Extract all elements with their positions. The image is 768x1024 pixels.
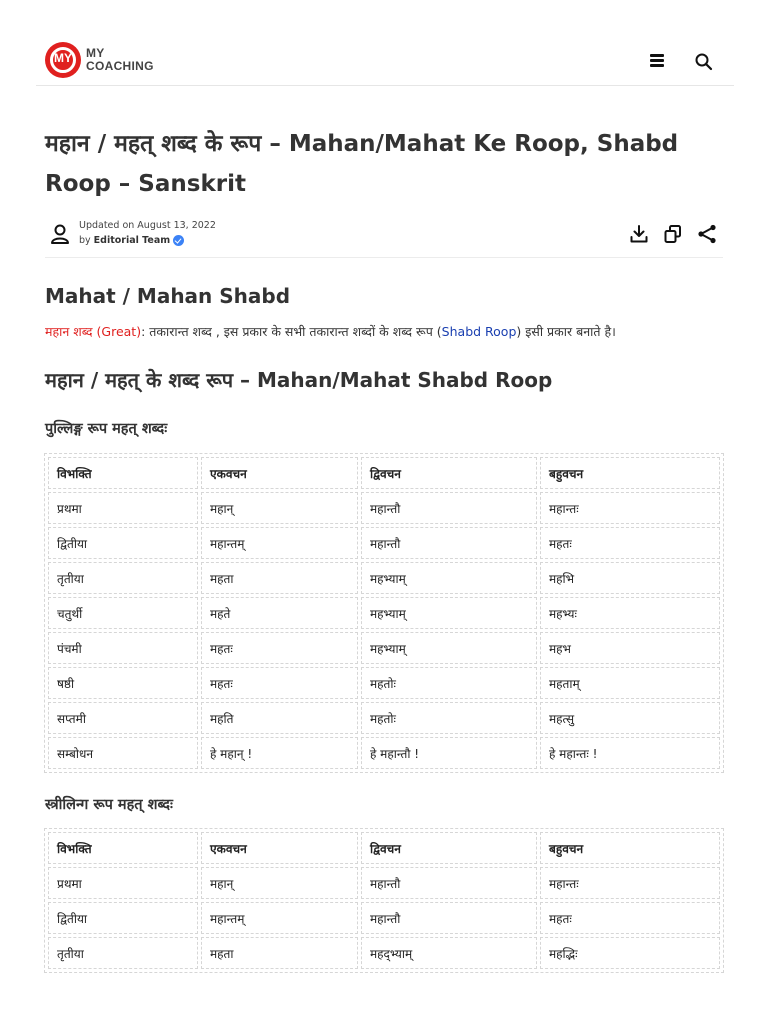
column-header: एकवचन xyxy=(201,457,358,489)
table-cell: महभ्याम् xyxy=(361,632,537,664)
table-cell: महान् xyxy=(201,867,358,899)
table-cell: महतः xyxy=(201,632,358,664)
table-cell: तृतीया xyxy=(48,937,198,969)
table-cell: महतः xyxy=(540,902,720,934)
table-cell: महान् xyxy=(201,492,358,524)
table-cell: महान्तौ xyxy=(361,492,537,524)
table-header-row xyxy=(48,832,720,864)
table-cell: महान्तः xyxy=(540,492,720,524)
table-cell: महता xyxy=(201,937,358,969)
table-cell: महभ्याम् xyxy=(361,562,537,594)
logo-mark: MY xyxy=(45,42,81,78)
table-row xyxy=(48,562,720,594)
table-cell: महताम् xyxy=(540,667,720,699)
table-row xyxy=(48,867,720,899)
table-cell: प्रथमा xyxy=(48,867,198,899)
table-cell: महान्तौ xyxy=(361,867,537,899)
table-cell: महतोः xyxy=(361,702,537,734)
verified-icon xyxy=(173,235,184,246)
table-header-row xyxy=(48,457,720,489)
column-header: बहुवचन xyxy=(540,832,720,864)
user-icon xyxy=(49,223,71,245)
author-link[interactable]: Editorial Team xyxy=(93,235,171,246)
table-cell: तृतीया xyxy=(48,562,198,594)
table-cell: महद्भिः xyxy=(540,937,720,969)
byline: by Editorial Team xyxy=(79,235,184,246)
table-cell: महतः xyxy=(201,667,358,699)
table-cell: षष्ठी xyxy=(48,667,198,699)
table-cell: प्रथमा xyxy=(48,492,198,524)
table-cell: महतोः xyxy=(361,667,537,699)
table-cell: महति xyxy=(201,702,358,734)
table-cell: द्वितीया xyxy=(48,902,198,934)
table-cell: हे महान् ! xyxy=(201,737,358,769)
table-cell: महान्तः xyxy=(540,867,720,899)
page-title: महान / महत् शब्द के रूप – Mahan/Mahat Ke Roop, Shabd Roop – Sanskrit xyxy=(45,131,679,197)
table-cell: पंचमी xyxy=(48,632,198,664)
column-header: विभक्ति xyxy=(48,832,198,864)
site-header xyxy=(36,36,734,86)
table-cell: हे महान्तः ! xyxy=(540,737,720,769)
article-meta xyxy=(45,215,723,258)
table-cell: महता xyxy=(201,562,358,594)
column-header: एकवचन xyxy=(201,832,358,864)
table-row xyxy=(48,527,720,559)
table-cell: सप्तमी xyxy=(48,702,198,734)
intro-paragraph: महान शब्द (Great): तकारान्त शब्द , इस प्रकार के सभी तकारान्त शब्दों के शब्द रूप (Shabd Roop) इसी प्रकार बनाते है। xyxy=(45,324,616,339)
table-row xyxy=(48,667,720,699)
intro-highlight: महान शब्द (Great) xyxy=(45,324,142,339)
share-icon[interactable] xyxy=(696,223,718,245)
site-logo[interactable] xyxy=(45,42,154,78)
section-heading: Mahat / Mahan Shabd xyxy=(45,284,291,308)
updated-date: Updated on August 13, 2022 xyxy=(79,220,216,231)
table-row xyxy=(48,632,720,664)
feminine-table xyxy=(44,828,724,973)
column-header: द्विवचन xyxy=(361,832,537,864)
table-row xyxy=(48,937,720,969)
hamburger-icon[interactable] xyxy=(650,54,664,66)
roop-heading: महान / महत् के शब्द रूप – Mahan/Mahat Shabd Roop xyxy=(45,368,553,392)
table-cell: महभ xyxy=(540,632,720,664)
table-cell: सम्बोधन xyxy=(48,737,198,769)
table-row xyxy=(48,737,720,769)
table-cell: महत्सु xyxy=(540,702,720,734)
download-icon[interactable] xyxy=(628,223,650,245)
table-cell: महभ्याम् xyxy=(361,597,537,629)
table-row xyxy=(48,902,720,934)
masculine-table xyxy=(44,453,724,773)
logo-text: MY COACHING xyxy=(86,46,154,73)
table-row xyxy=(48,492,720,524)
search-icon[interactable] xyxy=(694,52,714,72)
table-cell: द्वितीया xyxy=(48,527,198,559)
shabd-roop-link[interactable]: Shabd Roop xyxy=(441,324,517,339)
table-cell: महभि xyxy=(540,562,720,594)
table-cell: महान्तम् xyxy=(201,527,358,559)
table-cell: महतः xyxy=(540,527,720,559)
copy-icon[interactable] xyxy=(662,223,684,245)
table-cell: हे महान्तौ ! xyxy=(361,737,537,769)
table-cell: महते xyxy=(201,597,358,629)
table-cell: चतुर्थी xyxy=(48,597,198,629)
table-cell: महभ्यः xyxy=(540,597,720,629)
masculine-caption: पुल्लिङ्ग रूप महत् शब्दः xyxy=(45,421,168,437)
table-cell: महान्तौ xyxy=(361,527,537,559)
table-row xyxy=(48,702,720,734)
table-row xyxy=(48,597,720,629)
table-cell: महान्तम् xyxy=(201,902,358,934)
column-header: बहुवचन xyxy=(540,457,720,489)
table-cell: महान्तौ xyxy=(361,902,537,934)
table-cell: महद्भ्याम् xyxy=(361,937,537,969)
column-header: द्विवचन xyxy=(361,457,537,489)
column-header: विभक्ति xyxy=(48,457,198,489)
feminine-caption: स्त्रीलिन्ग रूप महत् शब्दः xyxy=(45,797,173,813)
